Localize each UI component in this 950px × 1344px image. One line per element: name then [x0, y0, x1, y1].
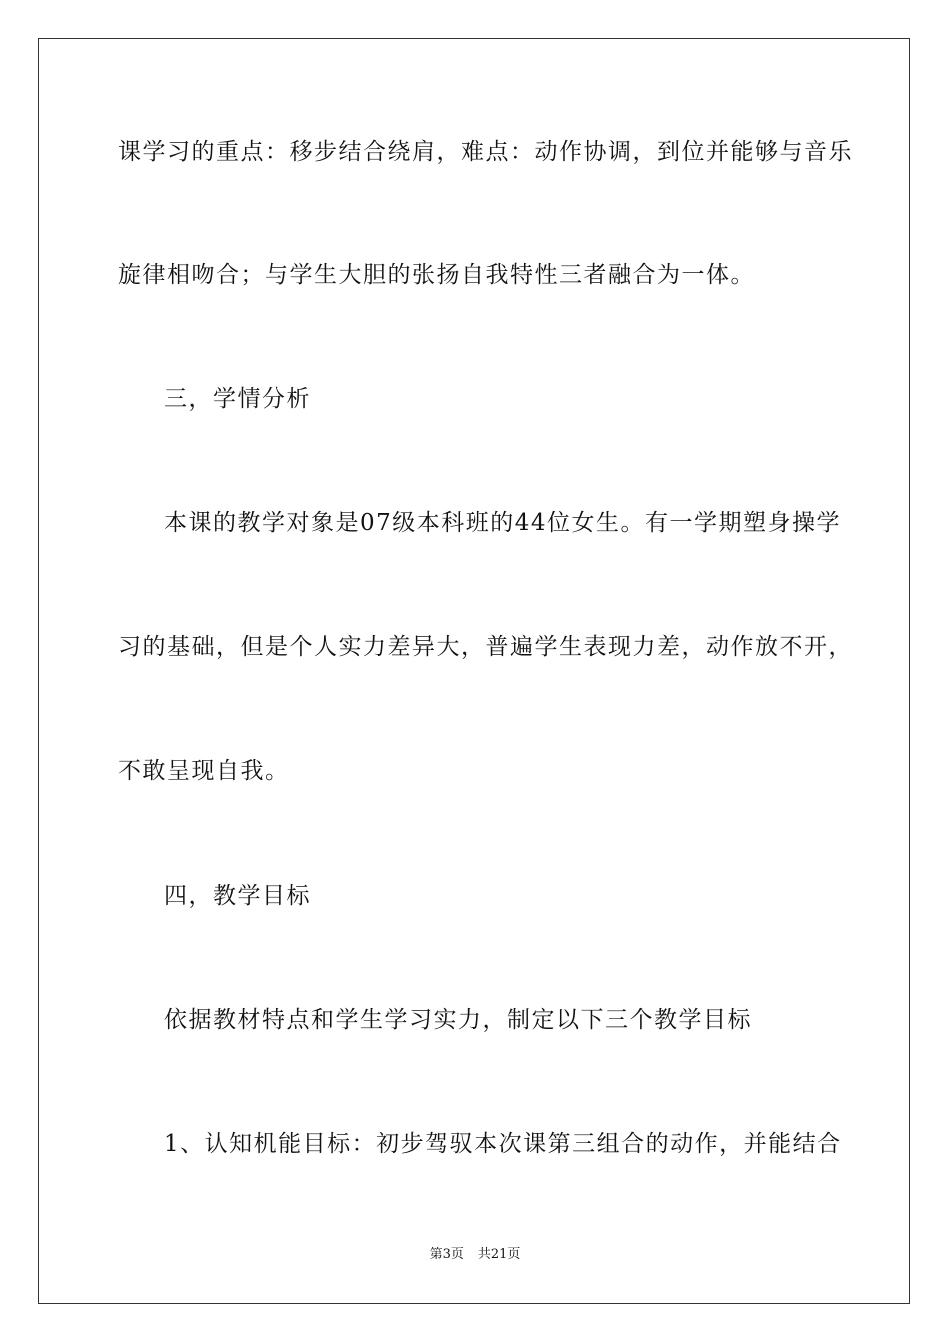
paragraph-line-2: 旋律相吻合；与学生大胆的张扬自我特性三者融合为一体。: [118, 262, 755, 288]
paragraph-line-1: 课学习的重点：移步结合绕肩，难点：动作协调，到位并能够与音乐: [118, 139, 853, 165]
paragraph-line-4: 习的基础，但是个人实力差异大，普遍学生表现力差，动作放不开，: [118, 634, 853, 660]
section-heading-learning-analysis: 三，学情分析: [164, 386, 311, 412]
paragraph-line-3: 本课的教学对象是07级本科班的44位女生。有一学期塑身操学: [164, 510, 842, 536]
page-total: 共21页: [477, 1247, 521, 1262]
paragraph-line-6: 依据教材特点和学生学习实力，制定以下三个教学目标: [164, 1007, 752, 1033]
section-heading-teaching-goals: 四，教学目标: [164, 883, 311, 909]
page-footer: [0, 1246, 950, 1264]
page-number: 第3页: [429, 1247, 464, 1262]
paragraph-line-7: 1、认知机能目标：初步驾驭本次课第三组合的动作，并能结合: [164, 1131, 842, 1157]
page-border: [38, 38, 910, 1304]
paragraph-line-5: 不敢呈现自我。: [118, 758, 290, 784]
